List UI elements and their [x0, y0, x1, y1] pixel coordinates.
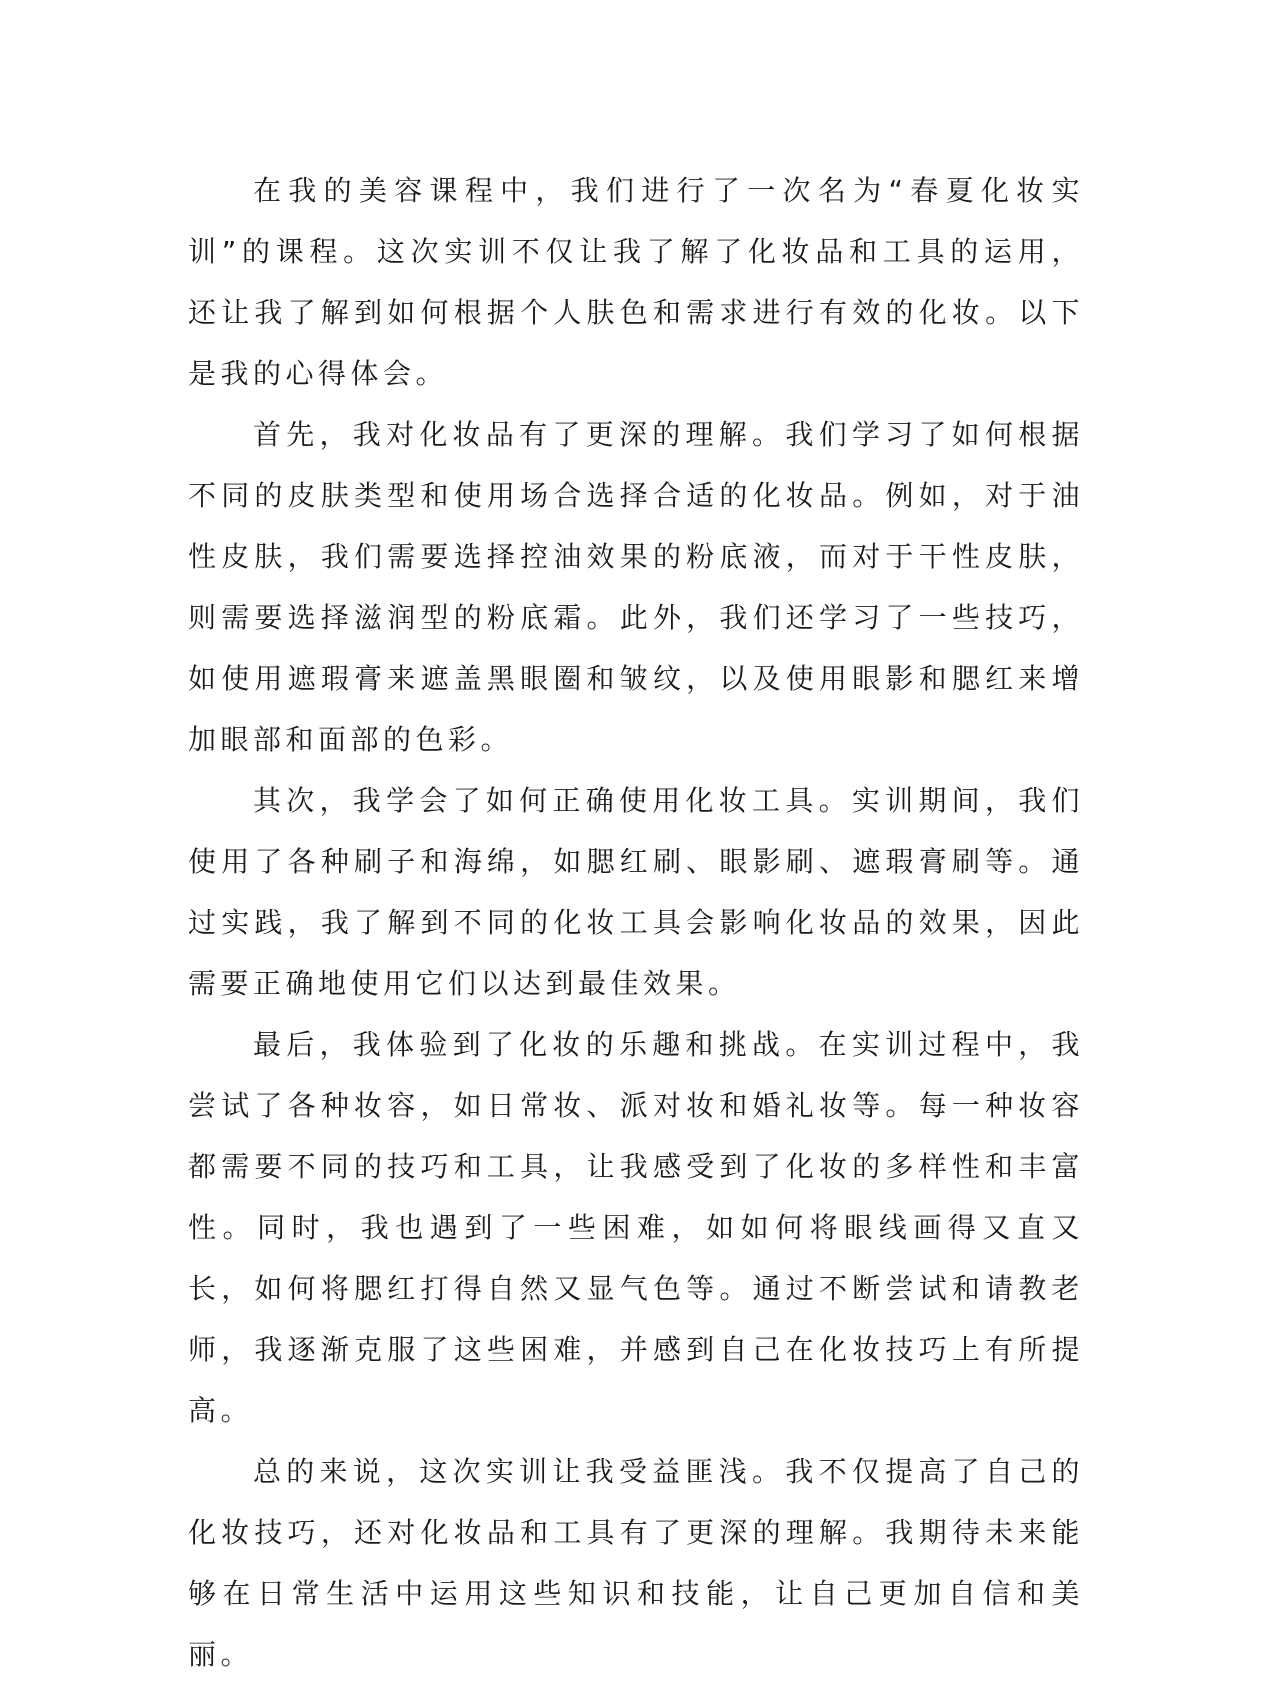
paragraph-intro: 在我的美容课程中，我们进行了一次名为“春夏化妆实训”的课程。这次实训不仅让我了解了化妆品和工具的运用，还让我了解到如何根据个人肤色和需求进行有效的化妆。以下是我的心得体会。 [188, 174, 1084, 390]
paragraph-tools: 其次，我学会了如何正确使用化妆工具。实训期间，我们使用了各种刷子和海绵，如腮红刷、眼影刷、遮瑕膏刷等。通过实践，我了解到不同的化妆工具会影响化妆品的效果，因此需要正确地使用它们以达到最佳效果。 [188, 784, 1084, 1000]
paragraph-cosmetics: 首先，我对化妆品有了更深的理解。我们学习了如何根据不同的皮肤类型和使用场合选择合适的化妆品。例如，对于油性皮肤，我们需要选择控油效果的粉底液，而对于干性皮肤，则需要选择滋润型的粉底霜。此外，我们还学习了一些技巧，如使用遮瑕膏来遮盖黑眼圈和皱纹，以及使用眼影和腮红来增加眼部和面部的色彩。 [188, 418, 1084, 756]
paragraph-conclusion: 总的来说，这次实训让我受益匪浅。我不仅提高了自己的化妆技巧，还对化妆品和工具有了更深的理解。我期待未来能够在日常生活中运用这些知识和技能，让自己更加自信和美丽。 [188, 1455, 1084, 1671]
paragraph-experience: 最后，我体验到了化妆的乐趣和挑战。在实训过程中，我尝试了各种妆容，如日常妆、派对妆和婚礼妆等。每一种妆容都需要不同的技巧和工具，让我感受到了化妆的多样性和丰富性。同时，我也遇到了一些困难，如如何将眼线画得又直又长，如何将腮红打得自然又显气色等。通过不断尝试和请教老师，我逐渐克服了这些困难，并感到自己在化妆技巧上有所提高。 [188, 1028, 1084, 1427]
document-body [188, 160, 1084, 1685]
